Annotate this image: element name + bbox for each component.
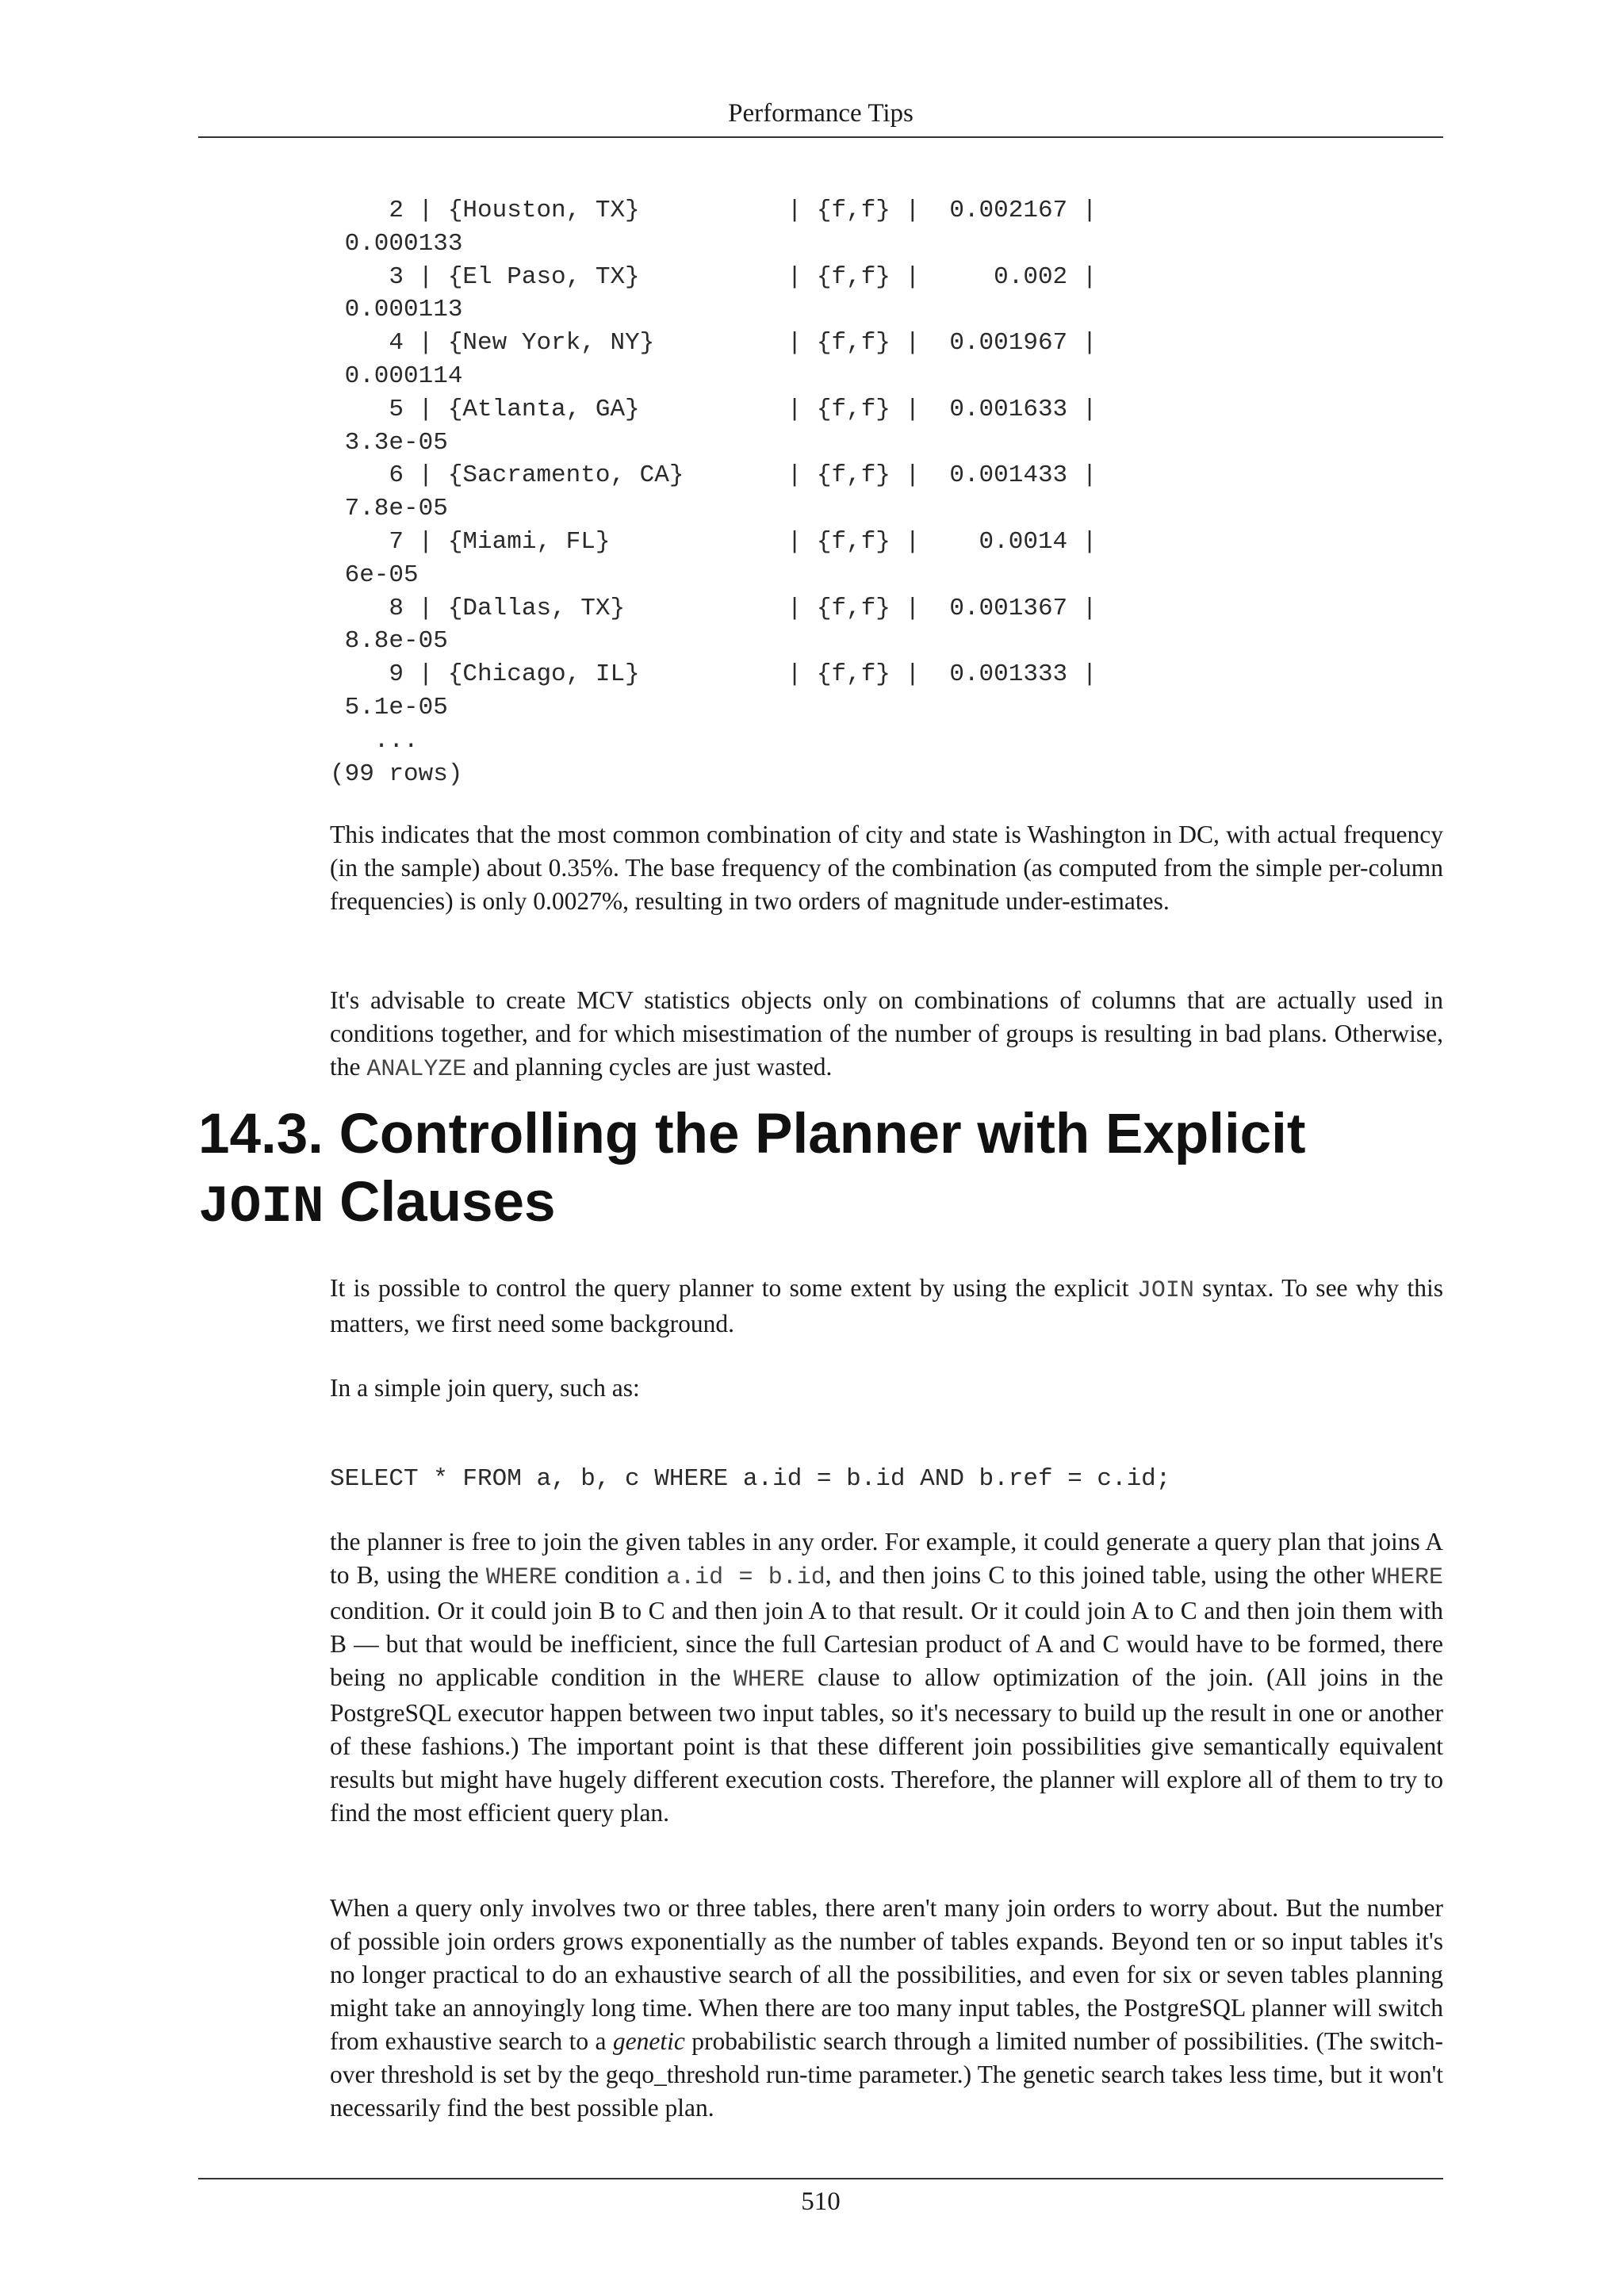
result-line: 3 | {El Paso, TX} | {f,f} | 0.002 | xyxy=(330,262,1097,291)
heading-text: 14.3. Controlling the Planner with Explicit xyxy=(198,1103,1306,1165)
emphasis-genetic: genetic xyxy=(612,2027,685,2055)
inline-code-analyze: ANALYZE xyxy=(366,1056,467,1083)
paragraph-simple-join: In a simple join query, such as: xyxy=(330,1374,640,1402)
result-line: (99 rows) xyxy=(330,760,463,788)
result-line: 2 | {Houston, TX} | {f,f} | 0.002167 | xyxy=(330,197,1097,224)
inline-code-where: WHERE xyxy=(1371,1564,1443,1591)
result-line: 5 | {Atlanta, GA} | {f,f} | 0.001633 | xyxy=(330,395,1097,423)
result-line: 7.8e-05 xyxy=(330,495,448,523)
result-line: 8 | {Dallas, TX} | {f,f} | 0.001367 | xyxy=(330,594,1097,622)
result-line: 3.3e-05 xyxy=(330,428,448,457)
page-number: 510 xyxy=(801,2187,841,2216)
text-run: condition. Or it could join B to C and then join A to that result. Or it could join A to C and then join them with B — but that would be inefficient, since the full Cartesian product of A and C would have to be formed, there being no applicable condition in the xyxy=(330,1597,1443,1691)
heading-text-tail: Clauses xyxy=(324,1171,556,1234)
inline-code-condition: a.id = b.id xyxy=(666,1564,825,1591)
inline-code-where: WHERE xyxy=(485,1564,557,1591)
paragraph-mcv-advice xyxy=(330,984,1443,1086)
heading-code-join: JOIN xyxy=(198,1177,324,1237)
running-header: Performance Tips xyxy=(728,99,914,128)
inline-code-where: WHERE xyxy=(733,1667,805,1693)
header-rule xyxy=(198,136,1443,138)
result-line: 6e-05 xyxy=(330,561,419,589)
result-line: 5.1e-05 xyxy=(330,693,448,721)
text-run: When a query only involves two or three tables, there aren't many join orders to worry about. But the number of possible join orders grows exponentially as the number of tables expands. Beyond ten or so input tables it's no longer practical to do an exhaustive search of all the possibilities, and even for six or seven tables planning might take an annoyingly long time. When there are too many input tables, the PostgreSQL planner will switch from exhaustive search to a xyxy=(330,1894,1443,2055)
text-run: clause to allow optimization of the join. (All joins in the PostgreSQL executor happen between two input tables, so it's necessary to build up the result in one or another of these fashions.) The important point is that these different join possibilities give semantically equivalent results but might have hugely different execution costs. Therefore, the planner will explore all of them to try to find the most efficient query plan. xyxy=(330,1663,1443,1827)
text-run: syntax. To see why this matters, we first need some background. xyxy=(330,1274,1444,1337)
text-run: It's advisable to create MCV statistics objects only on combinations of columns that are actually used in conditions together, and for which misestimation of the number of groups is resulting in bad plans. Otherwise, the xyxy=(330,986,1443,1081)
paragraph-join-orders xyxy=(330,1525,1443,1830)
text-run: , and then joins C to this joined table, using the other xyxy=(825,1561,1372,1589)
query-result-block xyxy=(330,194,1097,790)
text-run: the planner is free to join the given tables in any order. For example, it could generate a query plan that joins A to B, using the xyxy=(330,1528,1443,1589)
result-line: 0.000113 xyxy=(330,296,463,324)
sql-code-block: SELECT * FROM a, b, c WHERE a.id = b.id AND b.ref = c.id; xyxy=(330,1465,1171,1493)
paragraph-genetic-search xyxy=(330,1892,1443,2125)
text-run: condition xyxy=(557,1561,667,1589)
footer-rule xyxy=(198,2178,1443,2179)
section-heading xyxy=(198,1100,1443,1242)
result-line: 4 | {New York, NY} | {f,f} | 0.001967 | xyxy=(330,329,1097,358)
text-run: probabilistic search through a limited number of possibilities. (The switch-over threshold is set by the geqo_threshold run-time parameter.) The genetic search takes less time, but it won't necessarily find the best possible plan. xyxy=(330,2027,1443,2122)
result-line: ... xyxy=(330,726,419,755)
result-line: 7 | {Miami, FL} | {f,f} | 0.0014 | xyxy=(330,527,1097,556)
paragraph-join-intro xyxy=(330,1272,1443,1341)
text-run: It is possible to control the query planner to some extent by using the explicit xyxy=(330,1274,1137,1302)
text-run: and planning cycles are just wasted. xyxy=(466,1053,833,1081)
inline-code-join: JOIN xyxy=(1136,1277,1194,1304)
result-line: 9 | {Chicago, IL} | {f,f} | 0.001333 | xyxy=(330,660,1097,689)
result-line: 6 | {Sacramento, CA} | {f,f} | 0.001433 | xyxy=(330,461,1097,490)
paragraph-mcv-interpretation: This indicates that the most common combination of city and state is Washington in DC, with actual frequency (in the sample) about 0.35%. The base frequency of the combination (as computed from the simple per-column frequencies) is only 0.0027%, resulting in two orders of magnitude under-estimates. xyxy=(330,821,1443,915)
result-line: 0.000133 xyxy=(330,229,463,258)
result-line: 8.8e-05 xyxy=(330,627,448,656)
result-line: 0.000114 xyxy=(330,362,463,390)
